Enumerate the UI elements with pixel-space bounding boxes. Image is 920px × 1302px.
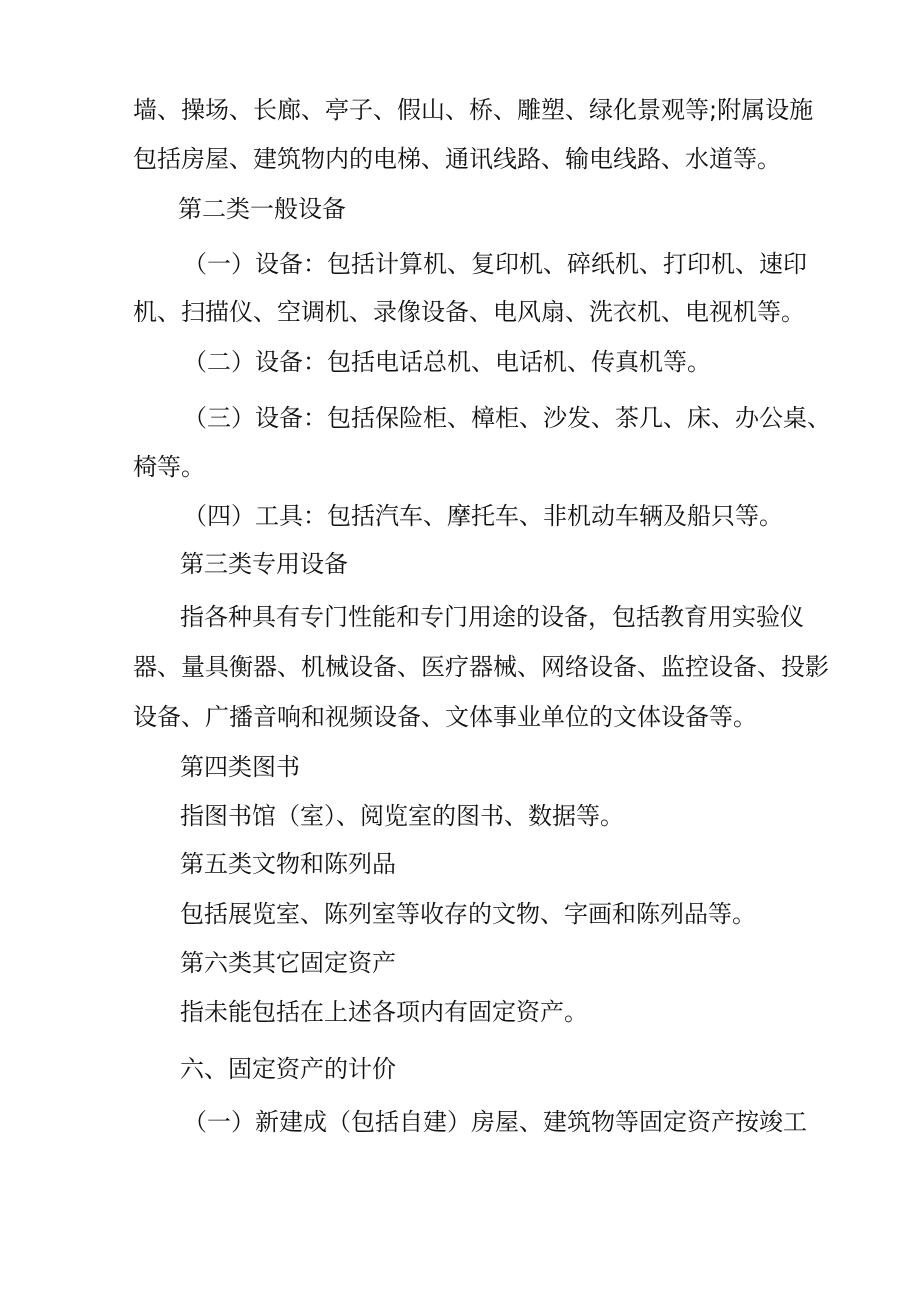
text-line-15: 指图书馆（室）、阅览室的图书、数据等。 xyxy=(180,802,624,830)
text-line-21: （一）新建成（包括自建）房屋、建筑物等固定资产按竣工 xyxy=(183,1108,807,1136)
text-line-9: （四）工具：包括汽车、摩托车、非机动车辆及船只等。 xyxy=(183,502,783,530)
category-heading-6: 第六类其它固定资产 xyxy=(180,949,396,977)
section-heading-6: 六、固定资产的计价 xyxy=(180,1055,396,1083)
text-line-13: 设备、广播音响和视频设备、文体事业单位的文体设备等。 xyxy=(133,703,757,731)
text-line-4: （一）设备：包括计算机、复印机、碎纸机、打印机、速印 xyxy=(183,250,807,278)
text-line-6: （二）设备：包括电话总机、电话机、传真机等。 xyxy=(183,348,711,376)
text-line-5: 机、扫描仪、空调机、录像设备、电风扇、洗衣机、电视机等。 xyxy=(133,298,805,326)
text-line-2: 包括房屋、建筑物内的电梯、通讯线路、输电线路、水道等。 xyxy=(133,145,781,173)
text-line-19: 指未能包括在上述各项内有固定资产。 xyxy=(180,998,588,1026)
text-line-7: （三）设备：包括保险柜、樟柜、沙发、茶几、床、办公桌、 xyxy=(183,404,831,432)
category-heading-3: 第三类专用设备 xyxy=(180,550,348,578)
category-heading-5: 第五类文物和陈列品 xyxy=(180,850,396,878)
text-line-17: 包括展览室、陈列室等收存的文物、字画和陈列品等。 xyxy=(180,900,756,928)
text-line-8: 椅等。 xyxy=(133,453,205,481)
category-heading-2: 第二类一般设备 xyxy=(178,195,346,223)
category-heading-4: 第四类图书 xyxy=(180,753,300,781)
text-line-12: 器、量具衡器、机械设备、医疗器械、网络设备、监控设备、投影 xyxy=(133,653,829,681)
text-line-1: 墙、操场、长廊、亭子、假山、桥、雕塑、绿化景观等;附属设施 xyxy=(133,96,814,124)
text-line-11: 指各种具有专门性能和专门用途的设备，包括教育用实验仪 xyxy=(180,603,804,631)
